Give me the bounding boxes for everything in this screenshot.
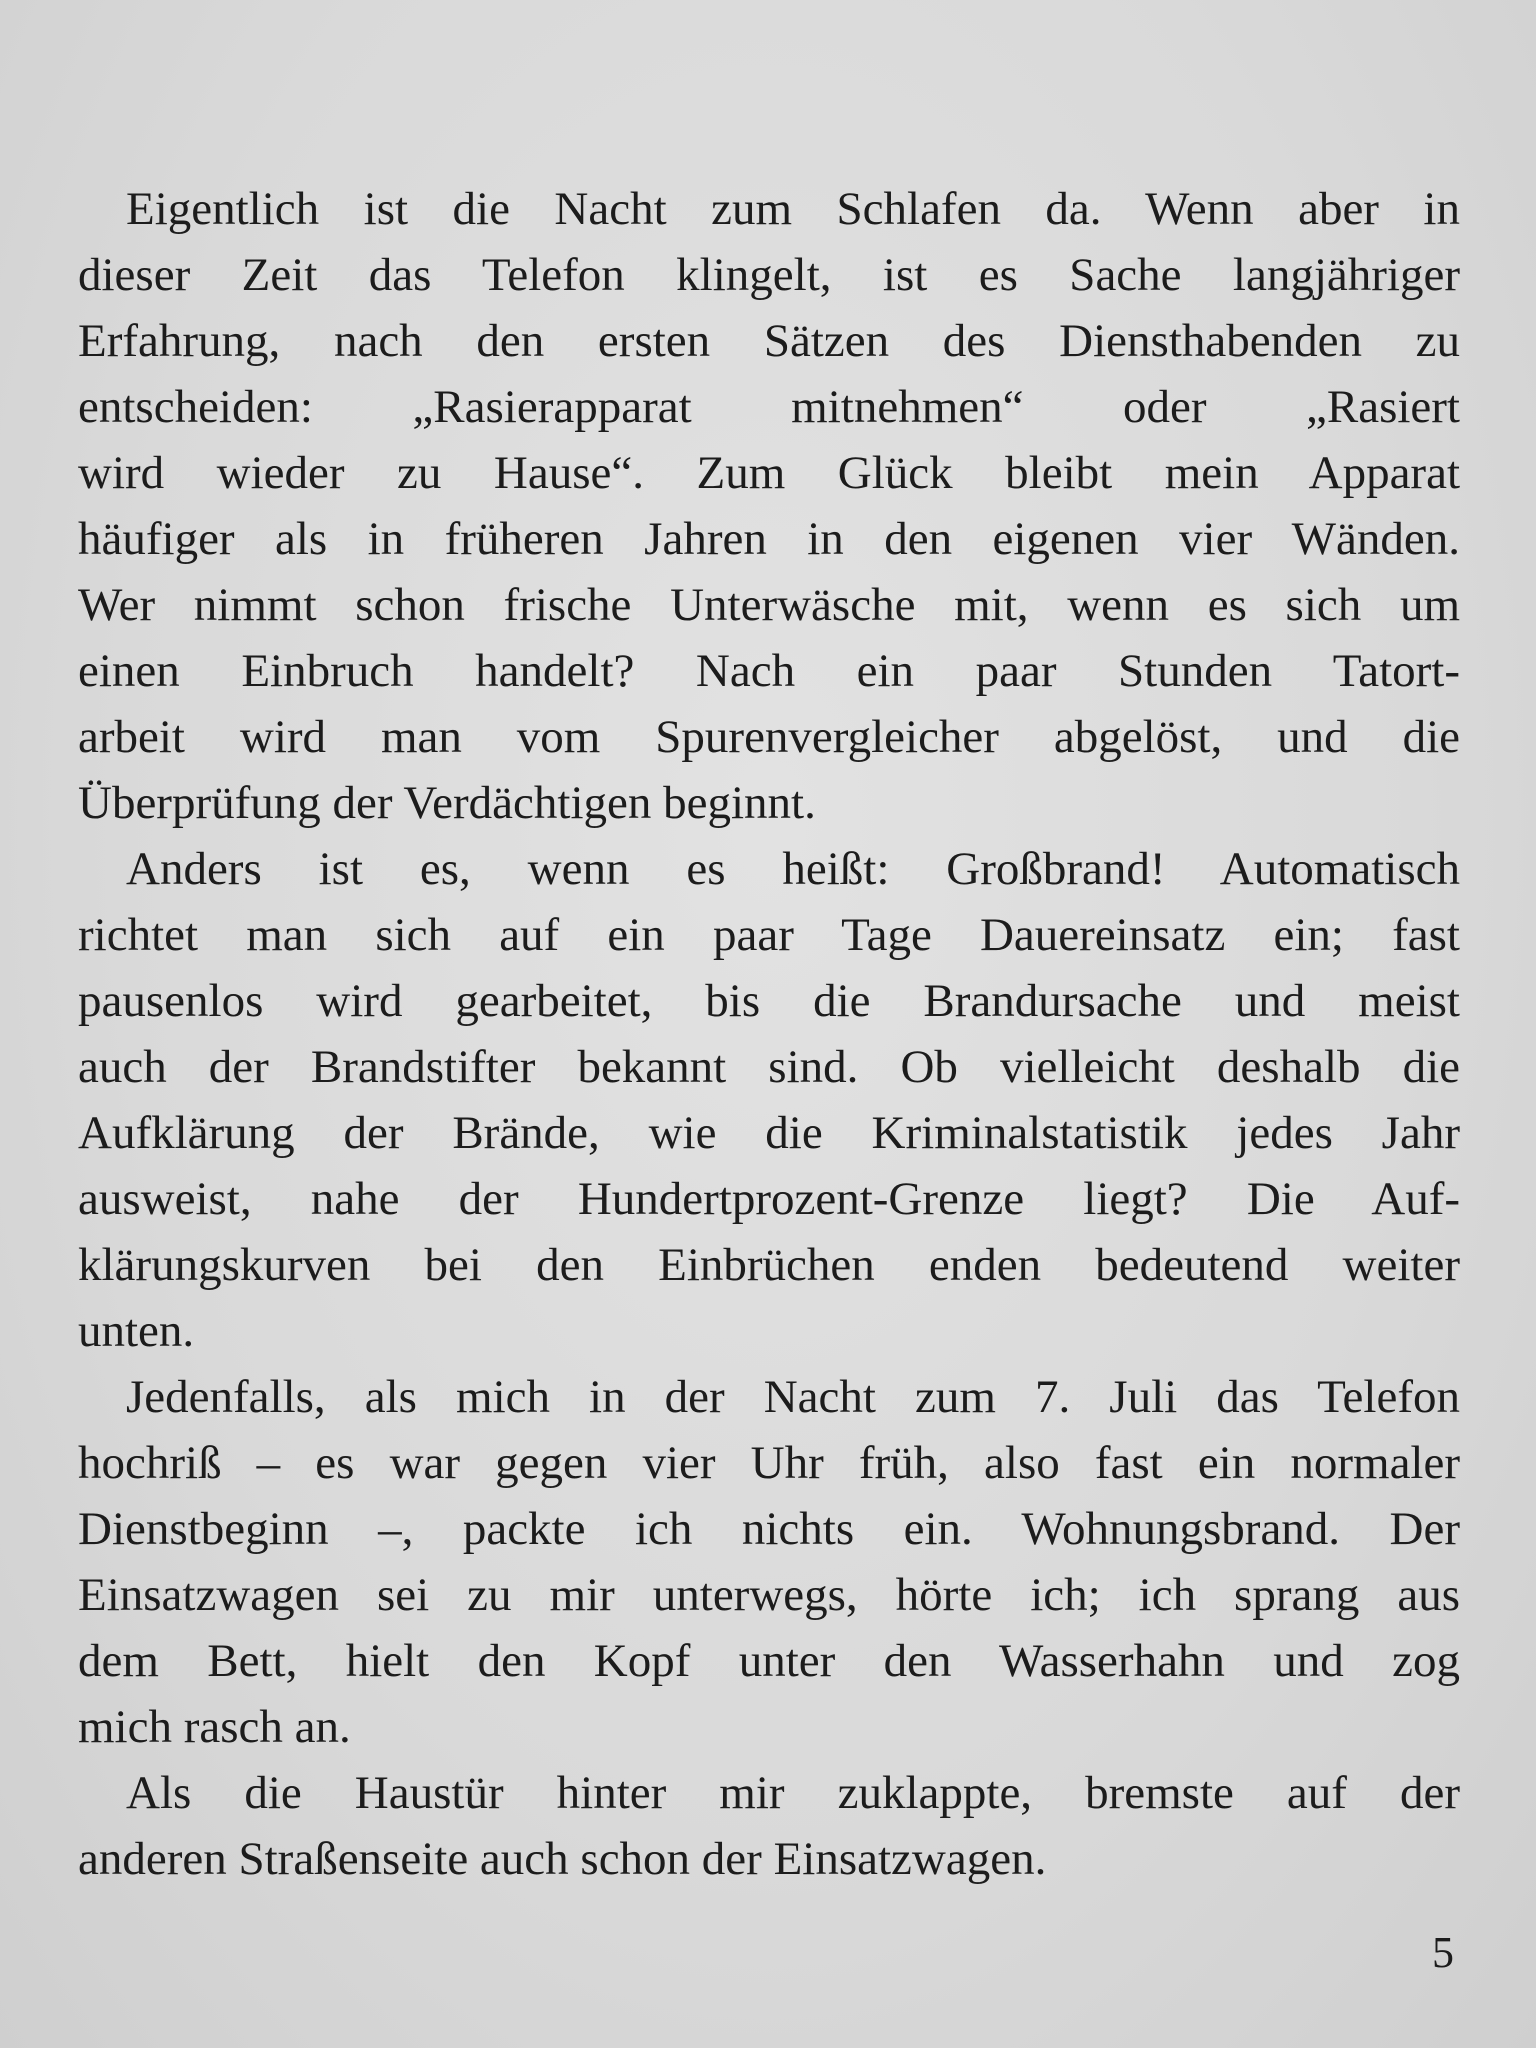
text-line: häufiger als in früheren Jahren in den eigenen vier Wänden.	[78, 513, 1460, 565]
text-line: dieser Zeit das Telefon klingelt, ist es Sache langjähriger	[78, 249, 1460, 301]
text-line: ausweist, nahe der Hundertprozent-Grenze liegt? Die Auf-	[78, 1173, 1460, 1225]
paragraph-3	[78, 1364, 1460, 1760]
text-line: entscheiden: „Rasierapparat mitnehmen“ oder „Rasiert	[78, 381, 1460, 433]
book-page	[78, 176, 1460, 1892]
paragraph-4	[78, 1760, 1460, 1892]
text-line: Aufklärung der Brände, wie die Kriminalstatistik jedes Jahr	[78, 1107, 1460, 1159]
text-line: wird wieder zu Hause“. Zum Glück bleibt mein Apparat	[78, 447, 1460, 499]
text-line: arbeit wird man vom Spurenvergleicher abgelöst, und die	[78, 711, 1460, 763]
text-line: unten.	[78, 1305, 195, 1357]
paragraph-1	[78, 176, 1460, 836]
text-line: Jedenfalls, als mich in der Nacht zum 7. Juli das Telefon	[126, 1371, 1460, 1423]
text-line: Anders ist es, wenn es heißt: Großbrand! Automatisch	[126, 843, 1460, 895]
text-line: Überprüfung der Verdächtigen beginnt.	[78, 777, 816, 829]
text-line: klärungskurven bei den Einbrüchen enden bedeutend weiter	[78, 1239, 1460, 1291]
text-line: hochriß – es war gegen vier Uhr früh, also fast ein normaler	[78, 1437, 1460, 1489]
text-line: einen Einbruch handelt? Nach ein paar Stunden Tatort-	[78, 645, 1460, 697]
text-line: Erfahrung, nach den ersten Sätzen des Diensthabenden zu	[78, 315, 1460, 367]
text-line: Eigentlich ist die Nacht zum Schlafen da. Wenn aber in	[126, 183, 1460, 235]
paragraph-2	[78, 836, 1460, 1364]
text-line: Wer nimmt schon frische Unterwäsche mit, wenn es sich um	[78, 579, 1460, 631]
text-line: mich rasch an.	[78, 1701, 351, 1753]
text-line: Als die Haustür hinter mir zuklappte, bremste auf der	[126, 1767, 1460, 1819]
page-number: 5	[1432, 1928, 1454, 1977]
text-line: auch der Brandstifter bekannt sind. Ob vielleicht deshalb die	[78, 1041, 1460, 1093]
text-line: Einsatzwagen sei zu mir unterwegs, hörte ich; ich sprang aus	[78, 1569, 1460, 1621]
text-line: pausenlos wird gearbeitet, bis die Brandursache und meist	[78, 975, 1460, 1027]
text-line: Dienstbeginn –, packte ich nichts ein. Wohnungsbrand. Der	[78, 1503, 1460, 1555]
text-line: dem Bett, hielt den Kopf unter den Wasserhahn und zog	[78, 1635, 1460, 1687]
text-line: anderen Straßenseite auch schon der Einsatzwagen.	[78, 1833, 1047, 1885]
text-line: richtet man sich auf ein paar Tage Dauereinsatz ein; fast	[78, 909, 1460, 961]
